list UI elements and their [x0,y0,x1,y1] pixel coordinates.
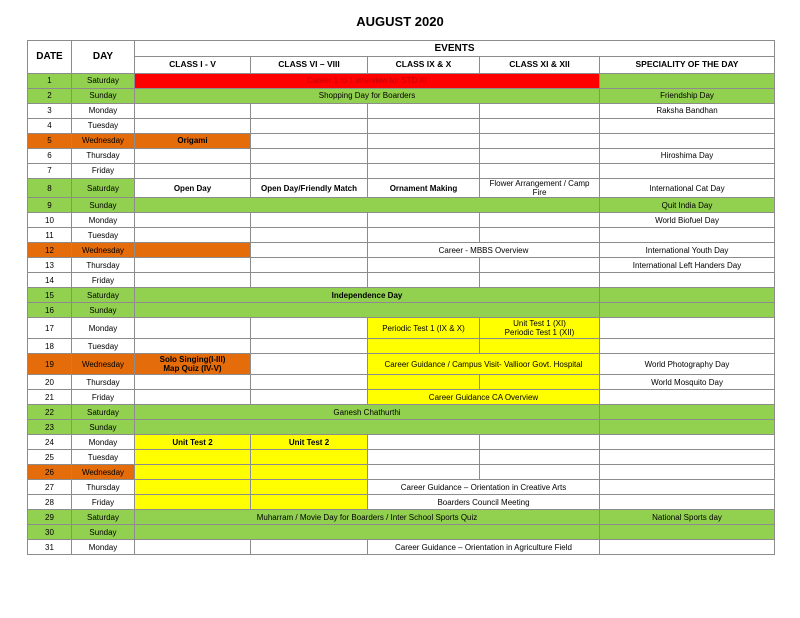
event-cell: Career Guidance / Campus Visit- Vallioor Govt. Hospital [368,354,600,375]
day-cell: Thursday [72,375,135,390]
date-cell: 26 [28,465,72,480]
date-cell: 10 [28,213,72,228]
class-xi-xii-header: CLASS XI & XII [480,57,600,74]
speciality-cell [600,164,775,179]
table-row [28,318,775,339]
table-row [28,164,775,179]
table-row [28,149,775,164]
day-cell: Friday [72,164,135,179]
table-row [28,390,775,405]
event-cell [480,228,600,243]
date-cell: 13 [28,258,72,273]
event-cell [368,258,480,273]
event-cell [135,540,251,555]
speciality-cell [600,303,775,318]
date-cell: 4 [28,119,72,134]
speciality-cell [600,119,775,134]
speciality-cell [600,420,775,435]
event-cell [251,213,368,228]
event-cell [480,149,600,164]
event-cell [135,273,251,288]
event-cell [368,273,480,288]
page-title: AUGUST 2020 [356,14,444,29]
day-cell: Wednesday [72,243,135,258]
speciality-cell [600,339,775,354]
event-cell [135,465,251,480]
date-cell: 1 [28,74,72,89]
day-cell: Sunday [72,198,135,213]
table-row [28,258,775,273]
table-row [28,495,775,510]
day-cell: Wednesday [72,354,135,375]
speciality-cell: World Biofuel Day [600,213,775,228]
table-row [28,480,775,495]
table-row [28,198,775,213]
speciality-cell: Quit India Day [600,198,775,213]
day-cell: Monday [72,104,135,119]
event-cell [368,375,480,390]
event-cell [480,258,600,273]
event-cell [368,104,480,119]
date-cell: 7 [28,164,72,179]
date-cell: 22 [28,405,72,420]
speciality-cell [600,405,775,420]
event-cell [135,228,251,243]
event-cell [251,339,368,354]
event-line: Solo Singing(I-III) [159,355,226,365]
event-cell [135,243,251,258]
speciality-cell [600,465,775,480]
speciality-cell: International Left Handers Day [600,258,775,273]
event-cell [135,525,600,540]
event-cell [251,540,368,555]
event-cell: Shopping Day for Boarders [135,89,600,104]
event-cell [135,390,251,405]
event-cell [135,213,251,228]
event-cell [251,134,368,149]
day-cell: Monday [72,540,135,555]
day-cell: Saturday [72,510,135,525]
day-cell: Thursday [72,258,135,273]
date-cell: 24 [28,435,72,450]
day-cell: Monday [72,435,135,450]
date-cell: 18 [28,339,72,354]
event-cell: Unit Test 2 [251,435,368,450]
speciality-cell [600,540,775,555]
event-cell [251,495,368,510]
table-row [28,375,775,390]
date-cell: 23 [28,420,72,435]
event-cell [480,375,600,390]
event-cell [251,480,368,495]
event-cell: Ganesh Chathurthi [135,405,600,420]
event-cell [135,198,600,213]
event-cell [251,375,368,390]
event-cell [368,339,480,354]
event-cell [135,375,251,390]
day-cell: Friday [72,273,135,288]
event-cell: Career Guidance – Orientation in Creative Arts [368,480,600,495]
day-cell: Monday [72,213,135,228]
day-cell: Sunday [72,420,135,435]
speciality-cell: National Sports day [600,510,775,525]
table-row [28,104,775,119]
event-cell [135,164,251,179]
day-cell: Tuesday [72,119,135,134]
day-cell: Tuesday [72,450,135,465]
event-cell: Periodic Test 1 (IX & X) [368,318,480,339]
speciality-cell: World Photography Day [600,354,775,375]
table-row [28,288,775,303]
event-cell [480,164,600,179]
date-cell: 17 [28,318,72,339]
header-row-1 [28,41,775,57]
date-cell: 31 [28,540,72,555]
class-i-v-header: CLASS I - V [135,57,251,74]
event-cell [480,119,600,134]
event-cell: Open Day [135,179,251,198]
speciality-cell: Hiroshima Day [600,149,775,164]
event-cell [251,243,368,258]
event-cell: Unit Test 2 [135,435,251,450]
table-row [28,273,775,288]
table-row [28,420,775,435]
speciality-cell [600,435,775,450]
event-cell [480,104,600,119]
day-cell: Sunday [72,525,135,540]
day-cell: Saturday [72,288,135,303]
speciality-header: SPECIALITY OF THE DAY [600,57,775,74]
day-cell: Wednesday [72,134,135,149]
date-cell: 30 [28,525,72,540]
day-cell: Tuesday [72,339,135,354]
speciality-cell [600,450,775,465]
event-cell [251,465,368,480]
speciality-cell [600,480,775,495]
event-cell: Flower Arrangement / Camp Fire [480,179,600,198]
date-cell: 6 [28,149,72,164]
event-cell [135,450,251,465]
event-cell [135,149,251,164]
event-cell [135,339,251,354]
event-cell [135,420,600,435]
event-cell [480,450,600,465]
event-cell [135,354,251,375]
event-line: Unit Test 1 (XI) [513,319,566,329]
event-cell [251,104,368,119]
table-row [28,354,775,375]
table-row [28,540,775,555]
event-cell [480,465,600,480]
date-cell: 9 [28,198,72,213]
event-cell: Boarders Council Meeting [368,495,600,510]
day-cell: Thursday [72,149,135,164]
table-row [28,405,775,420]
date-cell: 2 [28,89,72,104]
speciality-cell: International Cat Day [600,179,775,198]
date-cell: 15 [28,288,72,303]
date-cell: 16 [28,303,72,318]
table-row [28,179,775,198]
event-cell: Career - MBBS Overview [368,243,600,258]
event-cell: Muharram / Movie Day for Boarders / Inter School Sports Quiz [135,510,600,525]
event-cell [368,134,480,149]
table-row [28,339,775,354]
table-row [28,525,775,540]
date-cell: 5 [28,134,72,149]
header-row-2 [28,57,775,74]
event-cell [480,273,600,288]
date-cell: 21 [28,390,72,405]
day-cell: Friday [72,495,135,510]
speciality-cell [600,134,775,149]
event-cell [480,339,600,354]
date-cell: 14 [28,273,72,288]
events-calendar-table [27,40,775,555]
event-cell [480,213,600,228]
event-cell [251,390,368,405]
event-cell [368,119,480,134]
table-row [28,74,775,89]
event-cell [135,495,251,510]
table-row [28,228,775,243]
speciality-cell: Raksha Bandhan [600,104,775,119]
event-cell [480,318,600,339]
table-row [28,213,775,228]
day-cell: Wednesday [72,465,135,480]
event-cell [251,149,368,164]
event-cell [368,213,480,228]
event-cell [368,450,480,465]
day-cell: Sunday [72,89,135,104]
table-row [28,134,775,149]
speciality-cell [600,288,775,303]
day-cell: Thursday [72,480,135,495]
date-cell: 8 [28,179,72,198]
event-cell: Career 1 to 1 interview for STD XI [135,74,600,89]
date-cell: 25 [28,450,72,465]
event-cell [135,303,600,318]
speciality-cell: World Mosquito Day [600,375,775,390]
event-cell: Career Guidance CA Overview [368,390,600,405]
event-cell [251,318,368,339]
table-row [28,435,775,450]
event-cell [480,134,600,149]
table-row [28,465,775,480]
event-cell [368,149,480,164]
date-cell: 28 [28,495,72,510]
day-cell: Monday [72,318,135,339]
event-cell: Independence Day [135,288,600,303]
speciality-cell [600,228,775,243]
event-cell [251,354,368,375]
speciality-cell [600,525,775,540]
day-cell: Saturday [72,74,135,89]
events-header: EVENTS [135,41,775,57]
event-cell [368,228,480,243]
event-cell [368,465,480,480]
date-cell: 12 [28,243,72,258]
date-cell: 20 [28,375,72,390]
day-cell: Tuesday [72,228,135,243]
event-cell: Origami [135,134,251,149]
date-cell: 19 [28,354,72,375]
event-cell [135,104,251,119]
event-cell: Open Day/Friendly Match [251,179,368,198]
date-cell: 27 [28,480,72,495]
table-row [28,450,775,465]
table-row [28,243,775,258]
speciality-cell: Friendship Day [600,89,775,104]
event-cell [480,435,600,450]
table-row [28,303,775,318]
day-cell: Saturday [72,179,135,198]
speciality-cell [600,390,775,405]
event-cell [251,258,368,273]
day-cell: Sunday [72,303,135,318]
table-row [28,89,775,104]
event-cell [251,119,368,134]
event-cell [251,228,368,243]
event-cell: Career Guidance – Orientation in Agriculture Field [368,540,600,555]
date-cell: 3 [28,104,72,119]
day-cell: Friday [72,390,135,405]
speciality-cell [600,273,775,288]
day-header: DAY [72,41,135,74]
event-cell [251,273,368,288]
speciality-cell: International Youth Day [600,243,775,258]
event-cell [368,435,480,450]
date-cell: 11 [28,228,72,243]
speciality-cell [600,318,775,339]
event-cell [135,318,251,339]
event-cell [368,164,480,179]
event-cell [135,480,251,495]
event-cell [135,258,251,273]
date-cell: 29 [28,510,72,525]
event-cell [251,164,368,179]
event-line: Periodic Test 1 (XII) [504,328,575,338]
speciality-cell [600,495,775,510]
event-cell: Ornament Making [368,179,480,198]
table-row [28,510,775,525]
date-header: DATE [28,41,72,74]
table-row [28,119,775,134]
event-cell [135,119,251,134]
speciality-cell [600,74,775,89]
day-cell: Saturday [72,405,135,420]
class-vi-viii-header: CLASS VI – VIII [251,57,368,74]
class-ix-x-header: CLASS IX & X [368,57,480,74]
event-cell [251,450,368,465]
event-line: Map Quiz (IV-V) [163,364,222,374]
